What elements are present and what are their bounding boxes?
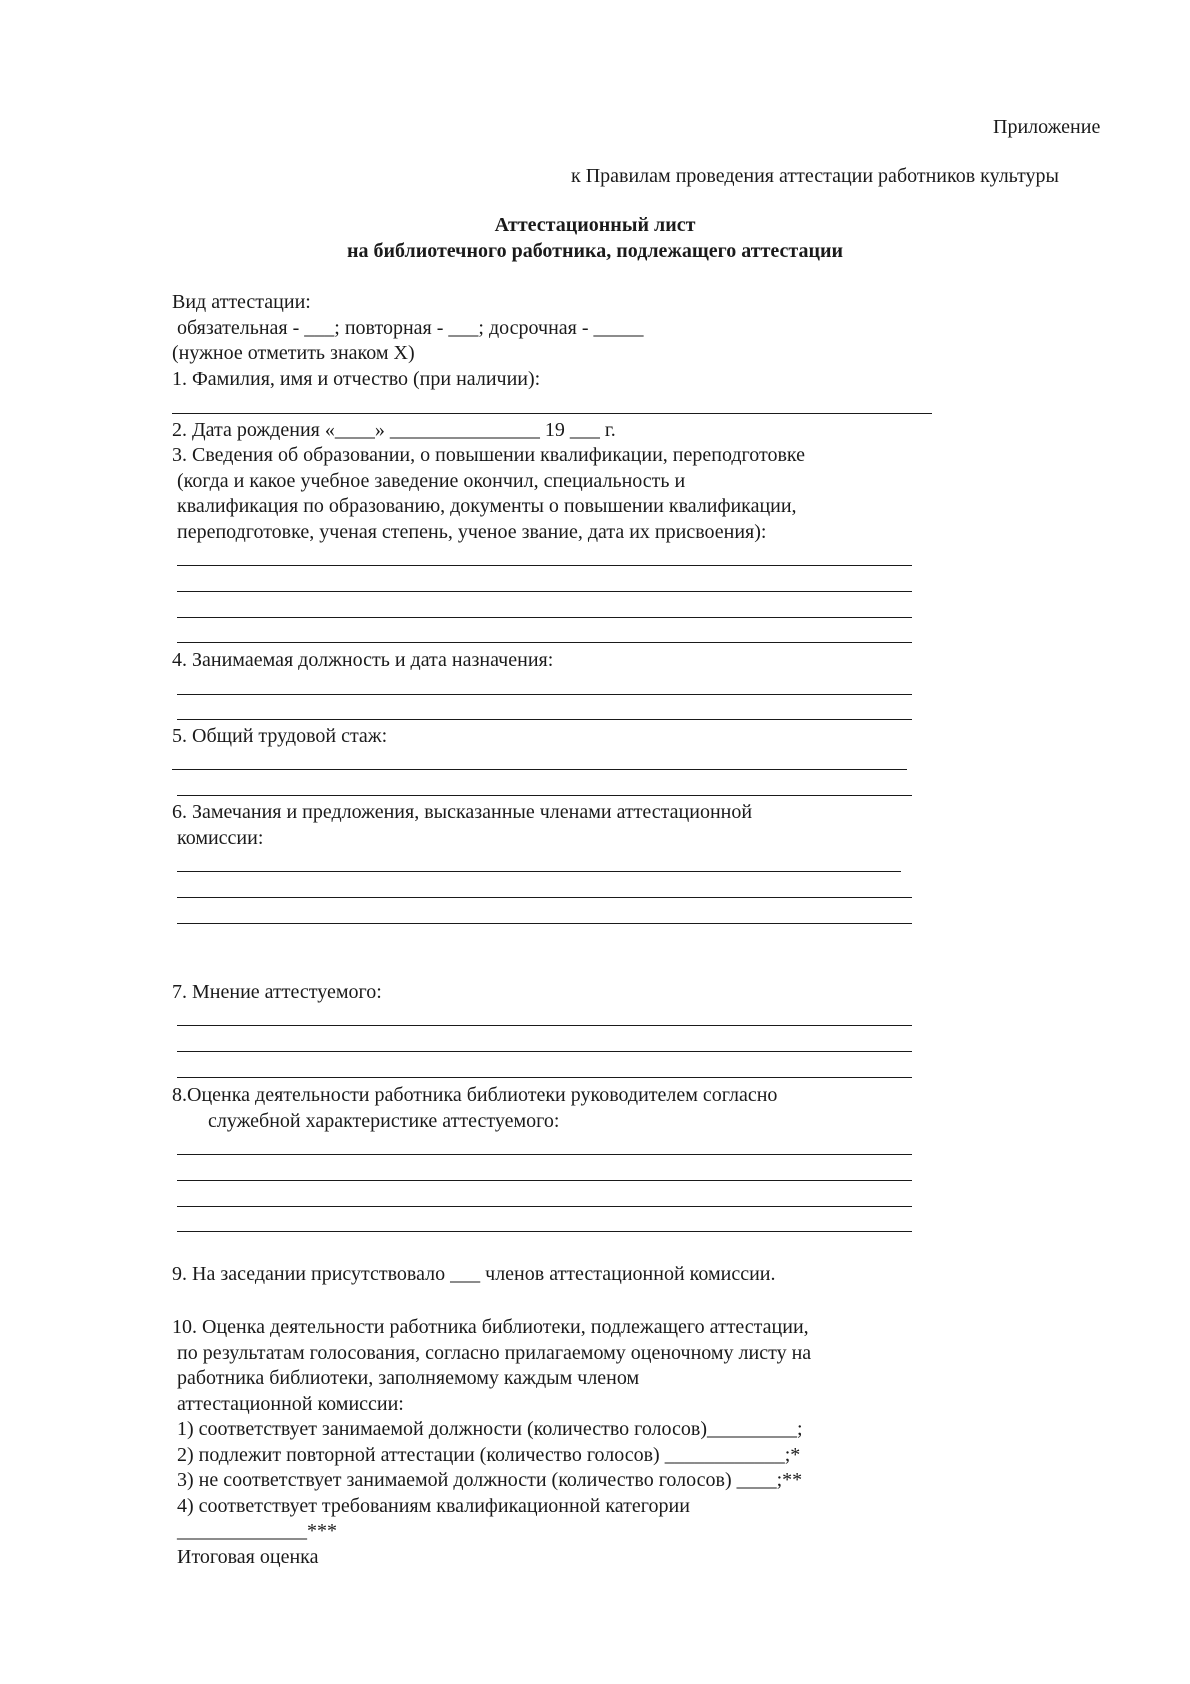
section-6-line-2: комиссии:: [177, 827, 264, 849]
final-score-label: Итоговая оценка: [177, 1546, 319, 1568]
section-6-fill-line: [177, 897, 912, 898]
section-6-fill-line: [177, 871, 901, 872]
attestation-type-options: обязательная - ___; повторная - ___; досрочная - _____: [177, 317, 644, 339]
section-6-line-1: 6. Замечания и предложения, высказанные членами аттестационной: [172, 801, 753, 823]
appendix-label: Приложение: [993, 116, 1101, 138]
section-4-fill-line: [177, 719, 912, 720]
attestation-type-note: (нужное отметить знаком Х): [172, 342, 415, 364]
section-2-birthdate: 2. Дата рождения «____» _______________ 19 ___ г.: [172, 419, 616, 441]
section-8-fill-line: [177, 1154, 912, 1155]
attestation-type-label: Вид аттестации:: [172, 291, 311, 313]
section-3-line-4: переподготовке, ученая степень, ученое звание, дата их присвоения):: [177, 521, 767, 543]
section-3-line-1: 3. Сведения об образовании, о повышении квалификации, переподготовке: [172, 444, 805, 466]
section-3-fill-line: [177, 642, 912, 643]
section-9-attendance: 9. На заседании присутствовало ___ членов аттестационной комиссии.: [172, 1263, 776, 1285]
section-8-fill-line: [177, 1180, 912, 1181]
section-10-line-3: работника библиотеки, заполняемому каждым членом: [177, 1367, 640, 1389]
section-7-fill-line: [177, 1025, 912, 1026]
section-8-fill-line: [177, 1231, 912, 1232]
section-7-fill-line: [177, 1051, 912, 1052]
section-5-fill-line: [172, 769, 907, 770]
section-3-line-2: (когда и какое учебное заведение окончил, специальность и: [177, 470, 686, 492]
appendix-reference: к Правилам проведения аттестации работников культуры: [571, 165, 1059, 187]
section-8-fill-line: [177, 1206, 912, 1207]
section-1-line: [172, 413, 932, 414]
section-10-line-2: по результатам голосования, согласно прилагаемому оценочному листу на: [177, 1342, 812, 1364]
section-10-line-1: 10. Оценка деятельности работника библиотеки, подлежащего аттестации,: [172, 1316, 809, 1338]
section-10-option-4: 4) соответствует требованиям квалификационной категории: [177, 1495, 690, 1517]
section-3-fill-line: [177, 565, 912, 566]
section-7-label: 7. Мнение аттестуемого:: [172, 981, 382, 1003]
section-4-label: 4. Занимаемая должность и дата назначения:: [172, 649, 554, 671]
section-10-option-3: 3) не соответствует занимаемой должности (количество голосов) ____;**: [177, 1469, 803, 1491]
section-3-fill-line: [177, 617, 912, 618]
section-7-fill-line: [177, 1077, 912, 1078]
section-5-label: 5. Общий трудовой стаж:: [172, 725, 388, 747]
document-title: Аттестационный лист: [494, 214, 696, 236]
section-10-option-2: 2) подлежит повторной аттестации (количество голосов) ____________;*: [177, 1444, 801, 1466]
section-10-line-4: аттестационной комиссии:: [177, 1393, 404, 1415]
document-subtitle: на библиотечного работника, подлежащего аттестации: [346, 240, 844, 262]
section-4-fill-line: [177, 694, 912, 695]
section-10-option-1: 1) соответствует занимаемой должности (количество голосов)_________;: [177, 1418, 803, 1440]
section-3-line-3: квалификация по образованию, документы о повышении квалификации,: [177, 495, 797, 517]
section-8-line-2: служебной характеристике аттестуемого:: [208, 1110, 560, 1132]
section-5-fill-line: [177, 795, 912, 796]
section-6-fill-line: [177, 923, 912, 924]
section-10-option-4-blank: _____________***: [177, 1520, 337, 1542]
section-8-line-1: 8.Оценка деятельности работника библиотеки руководителем согласно: [172, 1084, 778, 1106]
section-1-label: 1. Фамилия, имя и отчество (при наличии):: [172, 368, 541, 390]
section-3-fill-line: [177, 591, 912, 592]
